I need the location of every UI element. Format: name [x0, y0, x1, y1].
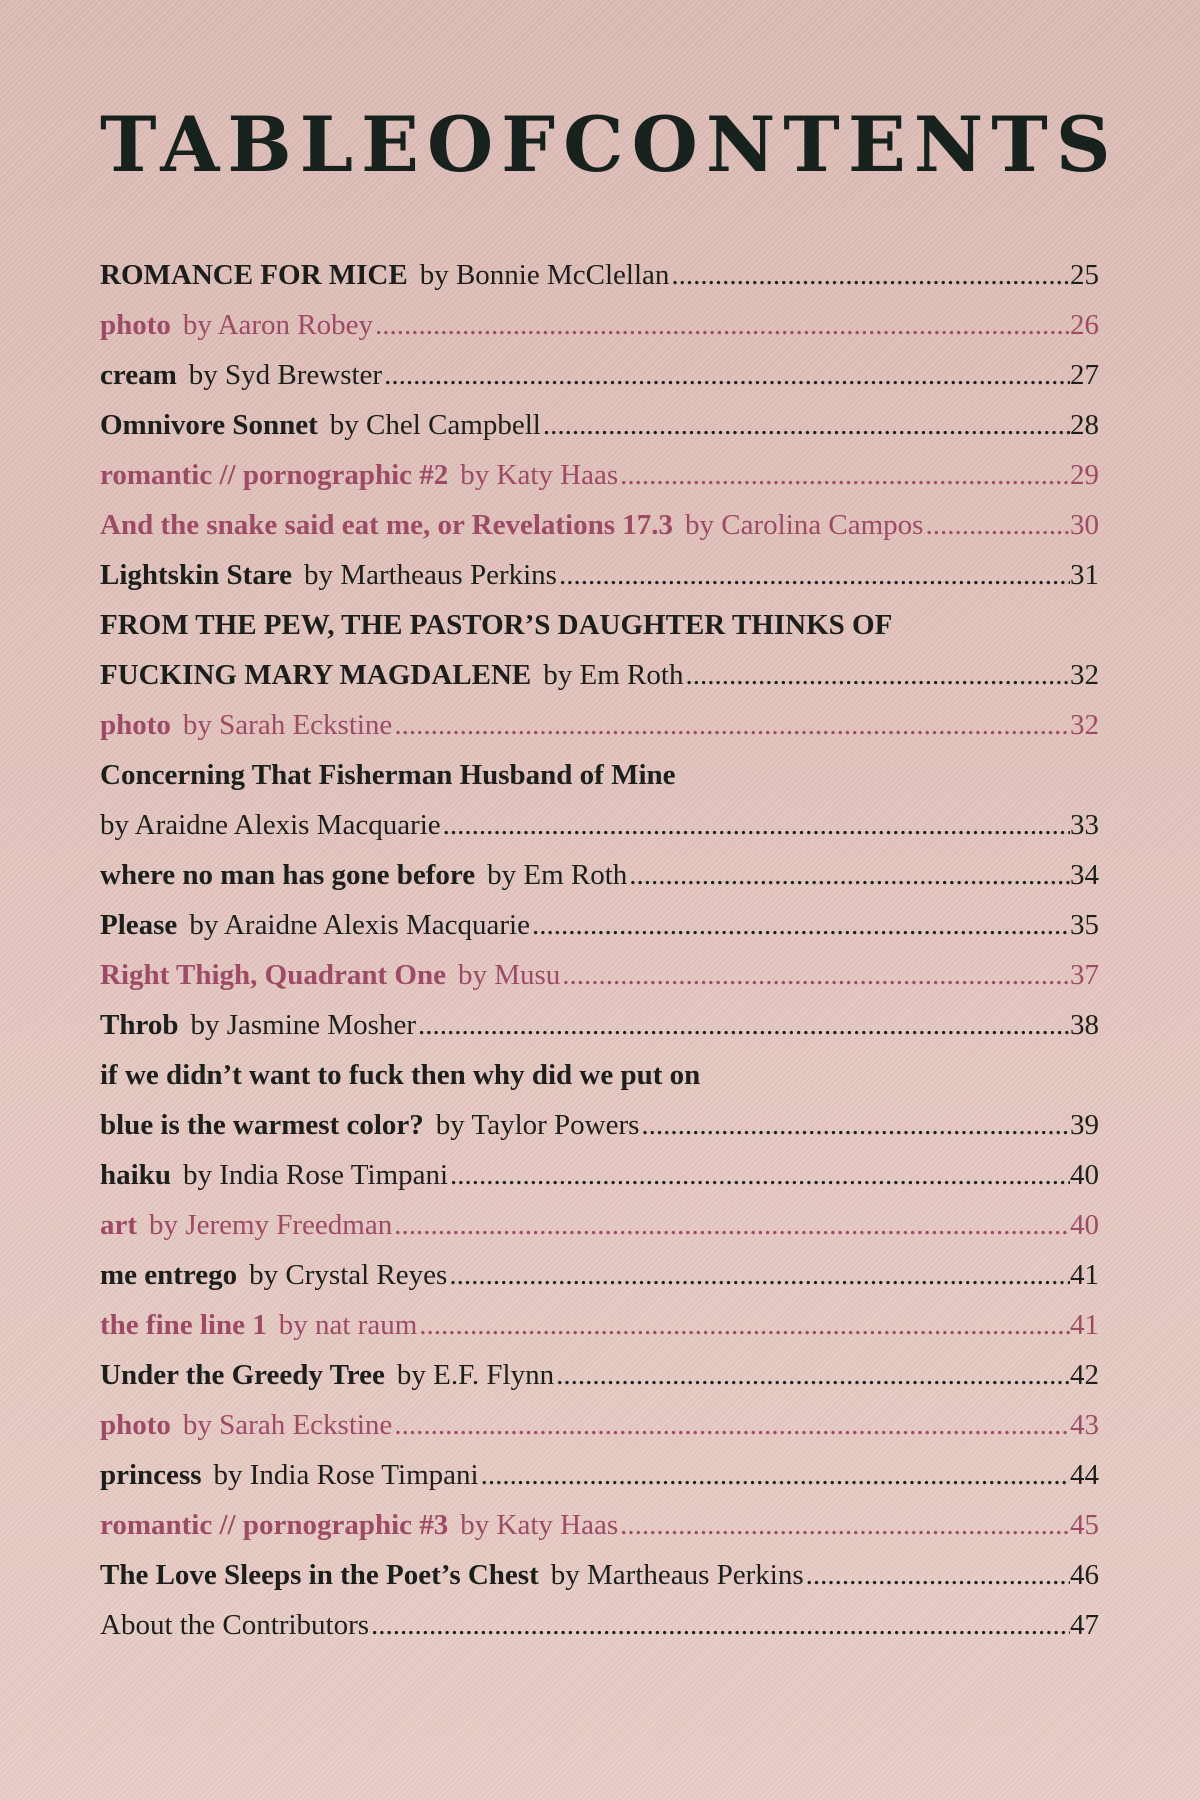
dot-leader — [375, 300, 1070, 350]
toc-entry — [100, 550, 1099, 600]
toc-entry — [100, 1350, 1099, 1400]
page-number: 29 — [1070, 459, 1099, 491]
entry-title: The Love Sleeps in the Poet’s Chest — [100, 1559, 539, 1591]
entry-author: by Taylor Powers — [435, 1109, 640, 1141]
entry-title: Concerning That Fisherman Husband of Mine — [100, 759, 676, 791]
entry-author: by Sarah Eckstine — [182, 1409, 393, 1441]
dot-leader — [556, 1350, 1070, 1400]
page-number: 28 — [1070, 409, 1099, 441]
page-number: 45 — [1070, 1509, 1099, 1541]
page-number: 37 — [1070, 959, 1099, 991]
toc-entry — [100, 650, 1099, 700]
dot-leader — [543, 400, 1070, 450]
dot-leader — [562, 950, 1070, 1000]
entry-title: the fine line 1 — [100, 1309, 267, 1341]
page-number: 40 — [1070, 1209, 1099, 1241]
entry-title: ROMANCE FOR MICE — [100, 259, 408, 291]
page-number: 31 — [1070, 559, 1099, 591]
toc-entry — [100, 700, 1099, 750]
dot-leader — [620, 450, 1070, 500]
entry-author: by India Rose Timpani — [213, 1459, 479, 1491]
dot-leader — [418, 1000, 1070, 1050]
toc-entry — [100, 950, 1099, 1000]
page-number: 26 — [1070, 309, 1099, 341]
toc-page — [100, 100, 1119, 1641]
dot-leader — [450, 1150, 1070, 1200]
toc-entry — [100, 850, 1099, 900]
entry-author: by Em Roth — [543, 659, 684, 691]
dot-leader — [806, 1550, 1070, 1600]
dot-leader — [629, 850, 1070, 900]
entry-title: And the snake said eat me, or Revelations 17.3 — [100, 509, 674, 541]
entry-title: photo — [100, 709, 171, 741]
toc-entry — [100, 800, 1099, 850]
page-number: 43 — [1070, 1409, 1099, 1441]
toc-entry — [100, 1600, 1099, 1650]
dot-leader — [394, 700, 1070, 750]
entry-title: Lightskin Stare — [100, 559, 293, 591]
entry-author: by Crystal Reyes — [249, 1259, 448, 1291]
toc-entry — [100, 1550, 1099, 1600]
page-number: 39 — [1070, 1109, 1099, 1141]
toc-entry — [100, 1500, 1099, 1550]
entry-title: where no man has gone before — [100, 859, 476, 891]
toc-entry — [100, 900, 1099, 950]
toc-entry — [100, 450, 1099, 500]
entry-author: by Em Roth — [487, 859, 628, 891]
entry-author: by Katy Haas — [460, 1509, 619, 1541]
dot-leader — [443, 800, 1070, 850]
page-number: 42 — [1070, 1359, 1099, 1391]
entry-author: by Martheaus Perkins — [304, 559, 557, 591]
entry-author: by Syd Brewster — [188, 359, 383, 391]
entry-title: romantic // pornographic #2 — [100, 459, 449, 491]
entry-title: me entrego — [100, 1259, 238, 1291]
dot-leader — [620, 1500, 1070, 1550]
toc-entry — [100, 1450, 1099, 1500]
entry-title: art — [100, 1209, 138, 1241]
entry-author: by Katy Haas — [460, 459, 619, 491]
dot-leader — [481, 1450, 1070, 1500]
dot-leader — [419, 1300, 1070, 1350]
toc-entry — [100, 1000, 1099, 1050]
dot-leader — [559, 550, 1070, 600]
entry-title: photo — [100, 309, 171, 341]
entry-author: by E.F. Flynn — [396, 1359, 555, 1391]
page-number: 32 — [1070, 659, 1099, 691]
entry-author: by India Rose Timpani — [182, 1159, 449, 1191]
page-number: 44 — [1070, 1459, 1099, 1491]
page-number: 46 — [1070, 1559, 1099, 1591]
entry-title: if we didn’t want to fuck then why did we put on — [100, 1059, 701, 1091]
dot-leader — [394, 1200, 1070, 1250]
dot-leader — [371, 1600, 1070, 1650]
page-number: 30 — [1070, 509, 1099, 541]
dot-leader — [394, 1400, 1070, 1450]
page-number: 32 — [1070, 709, 1099, 741]
dot-leader — [449, 1250, 1070, 1300]
entry-author: by Martheaus Perkins — [550, 1559, 804, 1591]
toc-entry — [100, 1400, 1099, 1450]
toc-entry — [100, 400, 1099, 450]
entry-author: by Jasmine Mosher — [190, 1009, 416, 1041]
title-word: CONTENTS — [563, 100, 1119, 189]
entry-author: by Chel Campbell — [329, 409, 541, 441]
page-number: 34 — [1070, 859, 1099, 891]
entry-title: romantic // pornographic #3 — [100, 1509, 449, 1541]
page-number: 33 — [1070, 809, 1099, 841]
title-word: TABLE — [100, 100, 427, 189]
entry-author: by Aaron Robey — [182, 309, 374, 341]
entry-author: by nat raum — [278, 1309, 418, 1341]
toc-entry — [100, 1300, 1099, 1350]
entry-title: Under the Greedy Tree — [100, 1359, 385, 1391]
toc-entry — [100, 600, 1099, 650]
dot-leader — [685, 650, 1070, 700]
toc-entry — [100, 500, 1099, 550]
entry-title: Throb — [100, 1009, 179, 1041]
toc-entry — [100, 750, 1099, 800]
entry-title: FUCKING MARY MAGDALENE — [100, 659, 532, 691]
dot-leader — [925, 500, 1070, 550]
title-word: OF — [426, 100, 564, 189]
entry-title: Right Thigh, Quadrant One — [100, 959, 446, 991]
entry-author: by Carolina Campos — [685, 509, 924, 541]
toc-entry — [100, 1200, 1099, 1250]
dot-leader — [532, 900, 1070, 950]
entry-author: About the Contributors — [100, 1609, 370, 1641]
page-title — [100, 100, 1119, 190]
entry-title: cream — [100, 359, 177, 391]
page-number: 47 — [1070, 1609, 1099, 1641]
entry-author: by Araidne Alexis Macquarie — [189, 909, 530, 941]
toc-entry — [100, 250, 1099, 300]
page-number: 41 — [1070, 1309, 1099, 1341]
page-number: 25 — [1070, 259, 1099, 291]
toc-entry — [100, 1100, 1099, 1150]
toc-entry — [100, 1150, 1099, 1200]
entry-author: by Bonnie McClellan — [419, 259, 670, 291]
entry-title: Please — [100, 909, 178, 941]
entry-author: by Musu — [457, 959, 561, 991]
dot-leader — [384, 350, 1070, 400]
entry-title: haiku — [100, 1159, 171, 1191]
toc-entry — [100, 1050, 1099, 1100]
entry-title: FROM THE PEW, THE PASTOR’S DAUGHTER THINKS OF — [100, 609, 893, 641]
entry-author: by Jeremy Freedman — [149, 1209, 393, 1241]
entry-title: princess — [100, 1459, 202, 1491]
entry-title: photo — [100, 1409, 171, 1441]
entry-author: by Araidne Alexis Macquarie — [100, 809, 441, 841]
page-number: 40 — [1070, 1159, 1099, 1191]
toc-entry — [100, 300, 1099, 350]
toc-entry — [100, 1250, 1099, 1300]
dot-leader — [671, 250, 1070, 300]
entry-title: Omnivore Sonnet — [100, 409, 318, 441]
page-number: 41 — [1070, 1259, 1099, 1291]
page-number: 35 — [1070, 909, 1099, 941]
toc-entry — [100, 350, 1099, 400]
dot-leader — [641, 1100, 1070, 1150]
page-number: 38 — [1070, 1009, 1099, 1041]
entry-author: by Sarah Eckstine — [182, 709, 393, 741]
page-number: 27 — [1070, 359, 1099, 391]
contents-list — [100, 250, 1099, 1650]
entry-title: blue is the warmest color? — [100, 1109, 424, 1141]
